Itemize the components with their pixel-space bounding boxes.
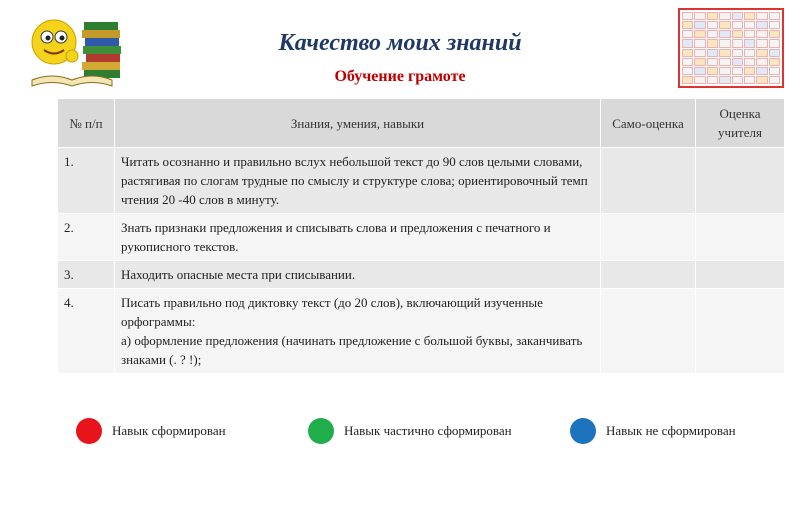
row-skill-text: Находить опасные места при списывании.: [115, 261, 601, 289]
self-assessment-cell[interactable]: [601, 214, 696, 261]
alphabet-poster-icon: [678, 8, 784, 88]
row-skill-text: Читать осознанно и правильно вслух небольшой текст до 90 слов целыми словами, растягивая по слогам трудные по смыслу и структуре слова; ориентировочный темп чтения 20 -40 слов в минуту.: [115, 148, 601, 214]
row-num: 1.: [58, 148, 115, 214]
page-subtitle: Обучение грамоте: [334, 68, 466, 85]
table-row: [58, 261, 785, 289]
table-row: [58, 214, 785, 261]
self-assessment-cell[interactable]: [601, 148, 696, 214]
header-teacher-assessment: Оценка учителя: [696, 99, 785, 148]
table-row: [58, 148, 785, 214]
row-skill-text: Знать признаки предложения и списывать слова и предложения с печатного и рукописного текстов.: [115, 214, 601, 261]
self-assessment-cell[interactable]: [601, 289, 696, 374]
legend-item-partial: [308, 418, 512, 444]
row-skill-text: Писать правильно под диктовку текст (до 20 слов), включающий изученные орфограммы: а) оформление предложения (начинать предложение с большой буквы, заканчивать знаками (. ? !);: [115, 289, 601, 374]
table-row: [58, 289, 785, 374]
legend-item-not-formed: [570, 418, 736, 444]
skills-table: [57, 98, 785, 374]
header-num: № п/п: [58, 99, 115, 148]
legend-item-formed: [76, 418, 226, 444]
legend-label: Навык частично сформирован: [344, 423, 512, 438]
legend-label: Навык сформирован: [112, 423, 226, 438]
blue-circle-icon: [570, 418, 596, 444]
row-num: 4.: [58, 289, 115, 374]
red-circle-icon: [76, 418, 102, 444]
teacher-assessment-cell[interactable]: [696, 214, 785, 261]
legend-label: Навык не сформирован: [606, 423, 736, 438]
row-num: 3.: [58, 261, 115, 289]
teacher-assessment-cell[interactable]: [696, 261, 785, 289]
teacher-assessment-cell[interactable]: [696, 148, 785, 214]
page-title: Качество моих знаний: [278, 30, 522, 56]
teacher-assessment-cell[interactable]: [696, 289, 785, 374]
header-skills: Знания, умения, навыки: [115, 99, 601, 148]
table-header-row: [58, 99, 785, 148]
header-self-assessment: Само-оценка: [601, 99, 696, 148]
row-num: 2.: [58, 214, 115, 261]
self-assessment-cell[interactable]: [601, 261, 696, 289]
green-circle-icon: [308, 418, 334, 444]
